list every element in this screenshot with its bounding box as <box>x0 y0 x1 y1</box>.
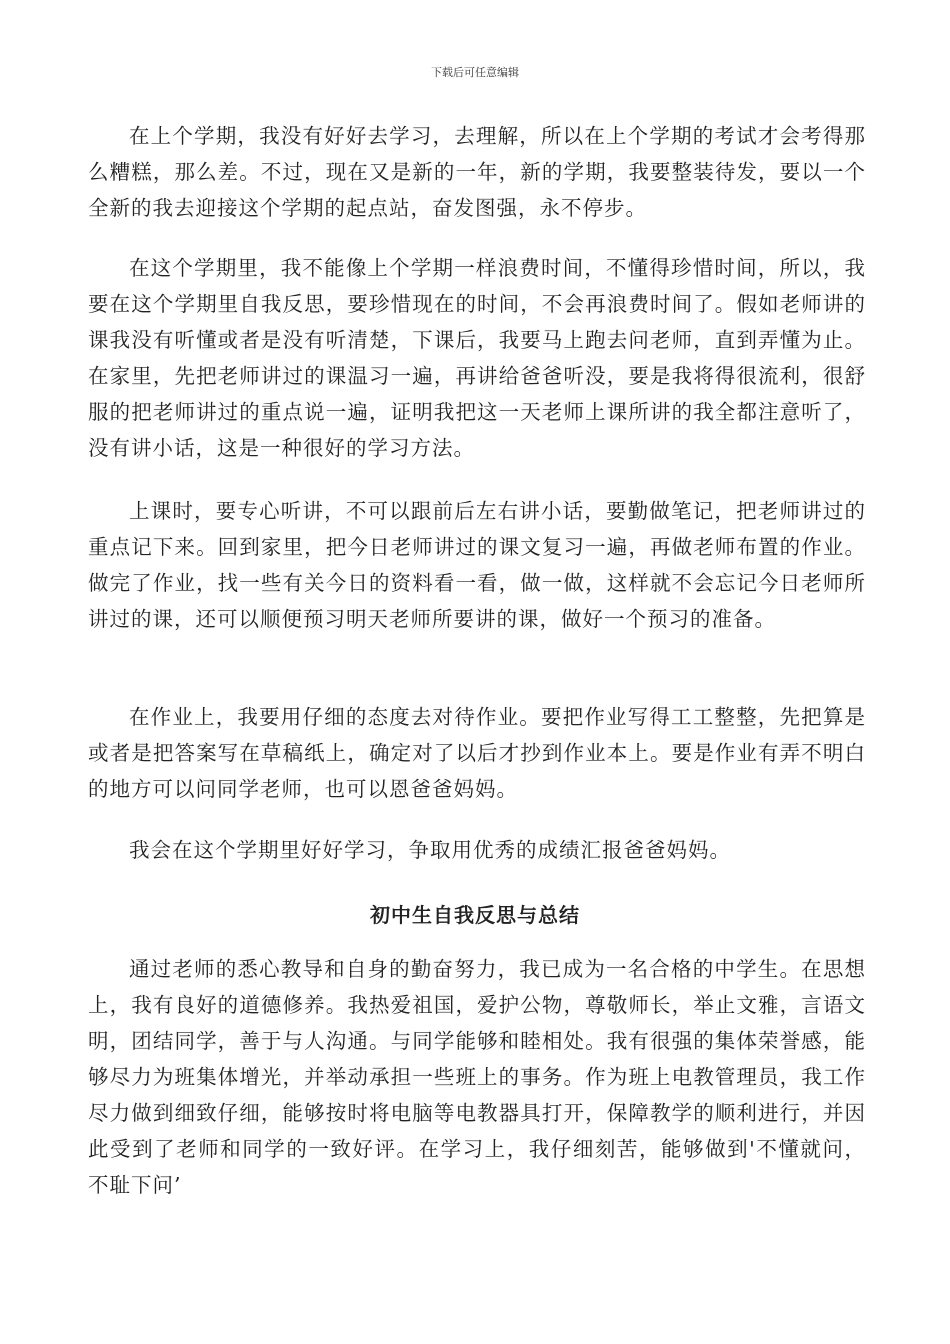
paragraph-1: 在上个学期，我没有好好去学习，去理解，所以在上个学期的考试才会考得那么糟糕，那么差。不过，现在又是新的一年，新的学期，我要整装待发，要以一个全新的我去迎接这个学期的起点站，奋发图强，永不停步。 <box>88 124 866 220</box>
page-header: 下载后可任意编辑 <box>431 66 519 79</box>
section-title: 初中生自我反思与总结 <box>370 903 580 927</box>
paragraph-5: 我会在这个学期里好好学习，争取用优秀的成绩汇报爸爸妈妈。 <box>129 838 731 862</box>
paragraph-3: 上课时，要专心听讲，不可以跟前后左右讲小话，要勤做笔记，把老师讲过的重点记下来。回到家里，把今日老师讲过的课文复习一遍，再做老师布置的作业。做完了作业，找一些有关今日的资料看一看，做一做，这样就不会忘记今日老师所讲过的课，还可以顺便预习明天老师所要讲的课，做好一个预习的准备。 <box>88 499 866 631</box>
paragraph-2: 在这个学期里，我不能像上个学期一样浪费时间，不懂得珍惜时间，所以，我要在这个学期里自我反思，要珍惜现在的时间，不会再浪费时间了。假如老师讲的课我没有听懂或者是没有听清楚，下课后，我要马上跑去问老师，直到弄懂为止。在家里，先把老师讲过的课温习一遍，再讲给爸爸听没，要是我将得很流利，很舒服的把老师讲过的重点说一遍，证明我把这一天老师上课所讲的我全都注意听了，没有讲小话，这是一种很好的学习方法。 <box>88 256 866 460</box>
paragraph-4: 在作业上，我要用仔细的态度去对待作业。要把作业写得工工整整，先把算是或者是把答案写在草稿纸上，确定对了以后才抄到作业本上。要是作业有弄不明白的地方可以问同学老师，也可以恩爸爸妈妈。 <box>88 705 866 801</box>
section-paragraph: 通过老师的悉心教导和自身的勤奋努力，我已成为一名合格的中学生。在思想上，我有良好的道德修养。我热爱祖国，爱护公物，尊敬师长，举止文雅，言语文明，团结同学，善于与人沟通。与同学能够和睦相处。我有很强的集体荣誉感，能够尽力为班集体增光，并举动承担一些班上的事务。作为班上电教管理员，我工作尽力做到细致仔细，能够按时将电脑等电教器具打开，保障教学的顺利进行，并因此受到了老师和同学的一致好评。在学习上，我仔细刻苦，能够做到'不懂就问，不耻下问’ <box>88 957 866 1197</box>
